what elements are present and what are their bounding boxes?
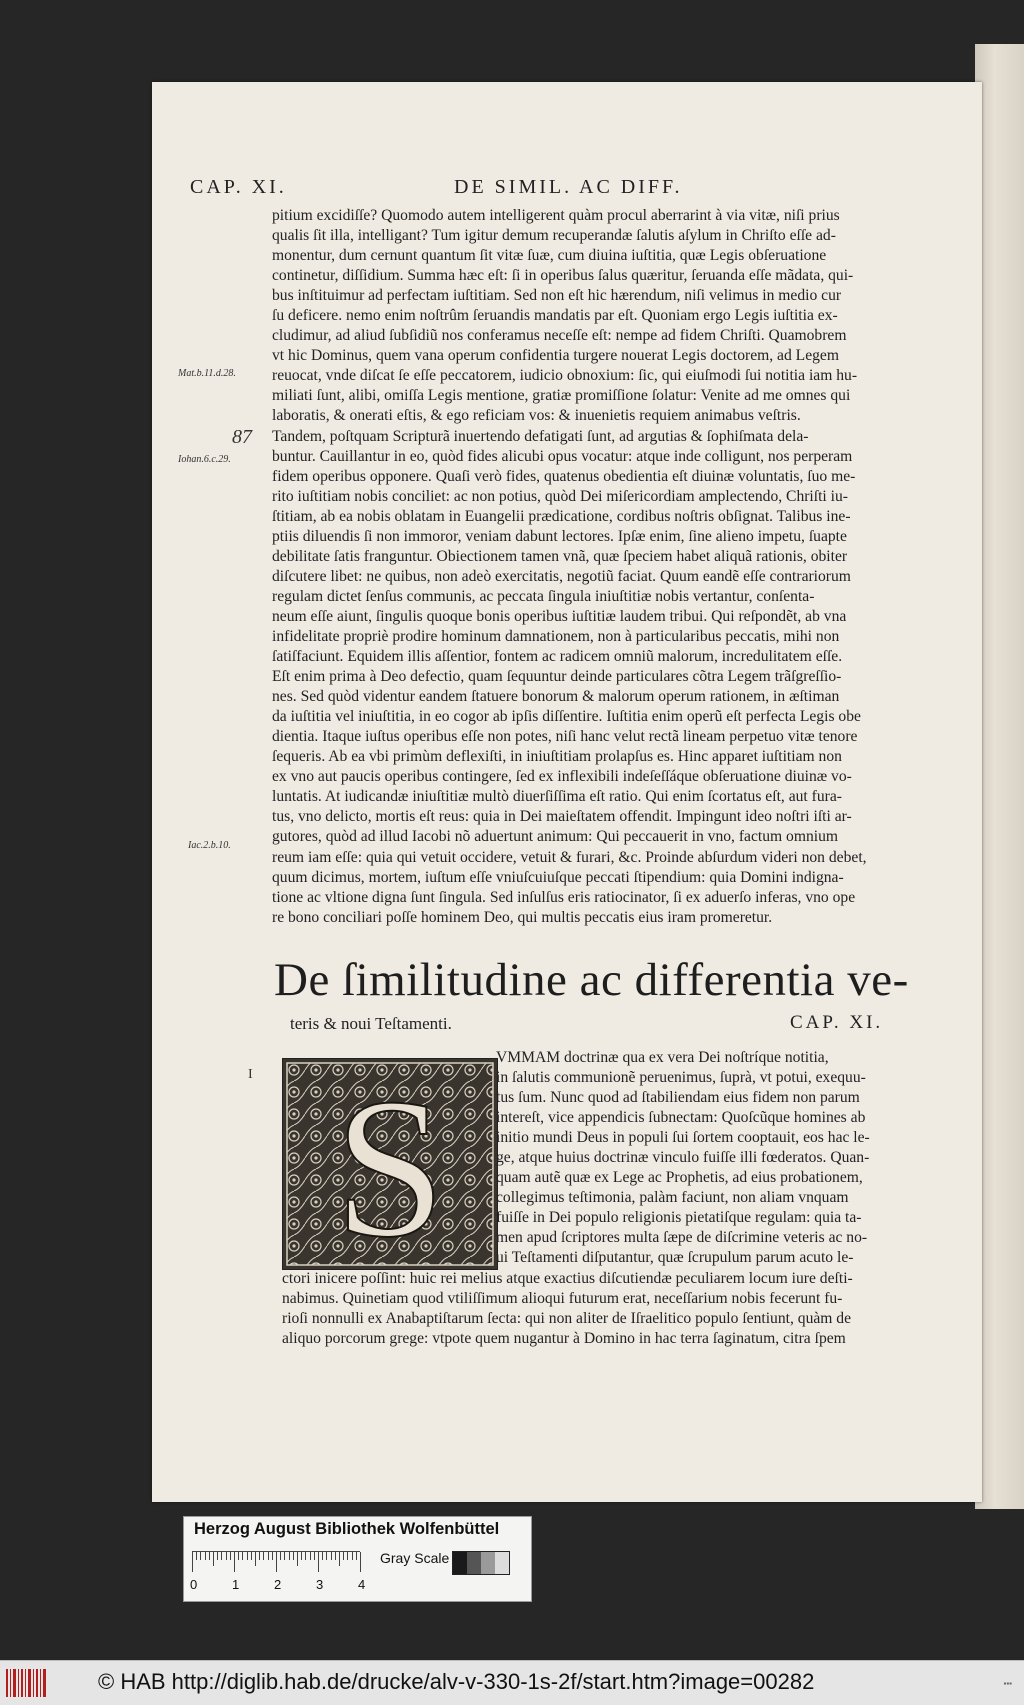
section-text-line: aliquo porcorum grege: vtpote quem nugantur à Domino in hac terra ſaginatum, citra ſpem [282,1330,846,1348]
body-text-line: ſequeris. Ab ea vbi primùm deflexiſti, in iniuſtitiam prolapſus es. Hinc apparet iuſtitiam non [272,748,842,766]
section-text-line: rioſi nonnulli ex Anabaptiſtarum ſecta: qui non aliter de Iſraelitico populo ſentiunt, quàm de [282,1310,852,1328]
section-text-line: VMMAM doctrinæ qua ex vera Dei noſtríque notitia, [496,1049,829,1066]
ruler-tick [305,1552,306,1560]
body-text-line: cludimur, ad aliud ſubſidiũ nos conferamus neceſſe eſt: nempe ad fidem Chriſti. Quamobrem [272,327,847,345]
body-text-line: nes. Sed quòd videntur eandem ſtatuere bonorum & malorum operum rationem, in æſtiman [272,688,840,706]
body-text-line: reuocat, vnde diſcat ſe eſſe peccatorem, iudicio obnoxium: ſic, qui eiuſmodi ſui notitia iam hu- [272,367,858,385]
ruler-tick [310,1552,311,1560]
ruler-tick [339,1552,340,1566]
ruler-tick [326,1552,327,1560]
body-text-line: ſtitiam, ab ea nobis oblatam in Euangelii prædicatione, cordibus noſtris obſignat. Talibus ine- [272,507,851,525]
section-text-line: ge, atque huius doctrinæ vinculo fuiſſe illi fœderatos. Quan- [496,1149,870,1167]
body-text-line: ex vno aut paucis operibus contingere, ſed ex inflexibili indeſeſſáque obſeruatione diuinæ vo- [272,768,852,786]
section-text-line: ctori inicere poſſint: huic rei melius atque exactius diſcutiendæ peculiarem locum iure deſti- [282,1270,853,1287]
section-text-line: tus ſum. Nunc quod ad ſtabiliendam eius fidem non parum [496,1089,860,1107]
footer-bar [0,1660,1024,1705]
ruler-tick [322,1552,323,1560]
body-text-line: buntur. Cauillantur in eo, quòd fides alicubi opus vocatur: atque inde colligunt, nos perperam [272,447,853,465]
gray-step [453,1552,467,1574]
ruler-tick [234,1552,235,1572]
running-head-title: DE SIMIL. AC DIFF. [454,176,683,198]
ruler-tick [259,1552,260,1560]
body-text-line: re bono conciliari poſſe hominem Deo, qui multis peccatis eius iram promeretur. [272,908,773,926]
ruler-tick [255,1552,256,1566]
body-text-line: quum dicimus, mortem, iuſtum eſſe vniuſcuiuſque peccati ſtipendium: quia Domini indigna- [272,868,844,886]
body-text-line: neum eſſe aiunt, ſingulis quoque bonis operibus iuſtitiæ laudem tribui. Qui reſpondẽt, ab vna [272,607,847,625]
ruler-number: 3 [316,1577,324,1592]
chapter-subheading: teris & noui Teſtamenti. [290,1014,452,1033]
ruler-tick [276,1552,277,1572]
body-text-line: laboratis, & onerati eſtis, & ego reficiam vos: & inuenietis requiem animabus veſtris. [272,407,801,425]
ruler-tick [221,1552,222,1560]
ruler-tick [205,1552,206,1560]
body-text-line: ptiis diluendis ſi non immoror, veniam dabunt lectores. Ipſæ enim, ſine alieno impetu, ſuapte [272,527,847,545]
ruler-tick [360,1552,361,1572]
ornament-initial-icon [283,1059,497,1269]
grayscale-steps [452,1551,510,1575]
page-stack-edge [975,44,1024,1509]
library-name: Herzog August Bibliothek Wolfenbüttel [194,1520,500,1538]
ruler-tick [352,1552,353,1560]
section-text-line: in ſalutis communionẽ peruenimus, ſuprà, vt potui, exequu- [496,1069,866,1087]
ruler-tick [196,1552,197,1560]
body-text-line: pitium excidiſſe? Quomodo autem intelligerent quàm procul aberrarint à via vitæ, niſi prius [272,207,840,224]
section-text-beside-initial [496,1048,912,1269]
ruler-tick [213,1552,214,1566]
ruler-tick [238,1552,239,1560]
body-text-line: da iuſtitia vel iniuſtitia, in eo cogor ab ipſis diſſentire. Iuſtitia enim operũ eſt perfecta Legis obe [272,708,861,726]
body-text [272,206,912,928]
gray-step [495,1552,509,1574]
grayscale-label: Gray Scale [380,1550,450,1566]
ruler-tick [209,1552,210,1560]
ruler-tick [242,1552,243,1560]
section-text-line: collegimus teſtimonia, palàm faciunt, non aliam vnquam [496,1189,849,1207]
section-number: I [248,1067,253,1082]
ruler-tick [335,1552,336,1560]
body-text-line: qualis ſit illa, intelligant? Tum igitur demum recuperandæ ſalutis aſylum in Chriſto eſſe ad- [272,227,836,245]
ruler-tick [268,1552,269,1560]
body-text-line: Eſt enim prima à Deo defectio, quam ſequuntur deinde particulares cõtra Legem trãſgreſſio- [272,668,842,686]
body-text-line: rito iuſtitiam nobis conciliet: ac non potius, quòd Dei miſericordiam amplectendo, Chriſti iu- [272,487,848,505]
ruler-tick [251,1552,252,1560]
section-text-line: men apud ſcriptores multa ſæpe de diſcrimine veteris ac no- [496,1229,868,1247]
ruler-tick [192,1552,193,1572]
section-text-line: quam autẽ quæ ex Lege ac Prophetis, ad eius probationem, [496,1169,863,1187]
ruler-tick [226,1552,227,1560]
body-text-line: bus inſtituimur ad perfectam iuſtitiam. Sed non eſt hic hærendum, niſi velimus in medio cur [272,287,842,305]
body-text-line: miliati ſunt, alibi, omiſſa Legis mentione, gratiæ promiſſione ſolatur: Venite ad me omnes qui [272,387,851,405]
ruler-number: 1 [232,1577,240,1592]
footer-marks: ▪▪▪ [1003,1679,1012,1688]
margin-note-matthew: Mat.b.11.d.28. [178,368,236,379]
body-text-line: reum iam eſſe: quia qui vetuit occidere, vetuit & furari, &c. Proinde abſurdum videri non debet, [272,848,867,866]
ruler-tick [347,1552,348,1560]
body-text-line: regulam dictet ſenſus communis, ac peccata ſingula iniuſtitiæ nobis vertantur, conſenta- [272,587,815,605]
ruler-tick [293,1552,294,1560]
margin-number-87: 87 [232,426,252,448]
ruler-tick [297,1552,298,1566]
body-text-line: ſatiſfaciunt. Equidem illis aſſentior, fontem ac radicem omniũ malorum, incredulitatem eſſe. [272,648,843,666]
body-text-line: tione ac vltione digna ſunt ſingula. Sed inſulſus eris ratiocinator, ſi ex aduerſo inferas, vno ope [272,888,856,906]
ruler-tick [289,1552,290,1560]
decorated-initial [282,1058,498,1270]
ruler-tick [263,1552,264,1560]
margin-note-james: Iac.2.b.10. [188,840,231,851]
ruler-tick [230,1552,231,1560]
ruler-tick [200,1552,201,1560]
ruler-number: 4 [358,1577,366,1592]
copyright-url: © HAB http://diglib.hab.de/drucke/alv-v-330-1s-2f/start.htm?image=00282 [98,1669,815,1694]
library-color-card [183,1516,532,1602]
ruler-tick [356,1552,357,1560]
section-text-line: fuiſſe in Dei populo religionis pietatiſque regulam: quia ta- [496,1209,862,1227]
body-text-line: dientia. Itaque iuſtus operibus eſſe non potes, niſi hanc velut rectã lineam perpetuo vitæ tenore [272,728,858,746]
ruler-tick [217,1552,218,1560]
section-text-line: nabimus. Quinetiam quod vtiliſſimum alioqui futurum erat, neceſſarium nobis fecerunt fu- [282,1290,843,1308]
body-text-line: debilitate ſatis franguntur. Obiectionem tamen vnã, quæ ſpeciem habet aliquã rationis, obiter [272,547,848,565]
body-text-line: ſu deficere. nemo enim noſtrûm ſeruandis mandatis par eſt. Quoniam ergo Legis iuſtitia ex- [272,307,838,325]
body-text-line: luntatis. At iudicandæ iniuſtitiæ multò diuerſiſſima eſt ratio. Qui enim ſcortatus eſt, aut fura- [272,788,842,806]
body-text-line: infidelitate propriè prodire hominum damnationem, non à particularibus peccatis, mihi non [272,627,840,645]
scale-ruler [192,1551,360,1572]
ruler-number: 2 [274,1577,282,1592]
section-text-line: initio mundi Deus in populi ſui ſortem cooptauit, eos hac le- [496,1129,870,1147]
ruler-number: 0 [190,1577,198,1592]
body-text-line: tus, vno delicto, mortis eſt reus: quia in Dei maieſtatem offendit. Impingunt ideo noſtri iſti ar- [272,808,852,826]
ruler-tick [331,1552,332,1560]
running-head [152,176,982,206]
gray-step [481,1552,495,1574]
body-text-line: fidem operibus opponere. Quaſi verò fides, quatenus obedientia eſt diuinæ voluntatis, ſuo me- [272,467,856,485]
chapter-heading: De ſimilitudine ac differentia ve- [274,954,909,1006]
section-text-line: ui Teſtamenti diſputantur, quæ ſcrupulum parum acuto le- [496,1249,854,1267]
ruler-tick [343,1552,344,1560]
body-text-line: monentur, dum cernunt quantum ſit vitæ ſuæ, cum diuina iuſtitia, quæ Legis obſeruatione [272,247,827,265]
section-text-full-width [282,1269,912,1349]
ruler-tick [280,1552,281,1560]
margin-note-john: Iohan.6.c.29. [178,454,231,465]
body-text-line: diſcutere libet: ne quibus, non adeò exercitatis, negotiũ faciat. Quum eandẽ eſſe contrariorum [272,567,851,585]
chapter-label: CAP. XI. [790,1012,884,1033]
body-text-line: Tandem, poſtquam Scripturã inuertendo defatigati ſunt, ad argutias & ſophiſmata dela- [272,427,809,445]
ruler-tick [318,1552,319,1572]
ruler-tick [301,1552,302,1560]
running-head-chapter: CAP. XI. [190,176,287,198]
section-text-line: intereſt, vice appendicis ſubnectam: Quoſcũque homines ab [496,1109,866,1127]
ruler-tick [272,1552,273,1560]
ruler-tick [247,1552,248,1560]
initial-letter: S [334,1059,446,1269]
ruler-tick [314,1552,315,1560]
body-text-line: continetur, diſſidium. Summa hæc eſt: ſi in operibus ſalus quæritur, ſeruanda eſſe mãdata, qui- [272,267,854,285]
body-text-line: vt hic Dominus, quem vana operum confidentia turgere nouerat Legis doctorem, ad Legem [272,347,839,365]
book-page [152,82,982,1502]
gray-step [467,1552,481,1574]
barcode-icon [6,1669,46,1697]
ruler-tick [284,1552,285,1560]
body-text-line: gutores, quòd ad illud Iacobi nõ aduertunt animum: Qui peccauerit in vno, factum omnium [272,828,839,846]
